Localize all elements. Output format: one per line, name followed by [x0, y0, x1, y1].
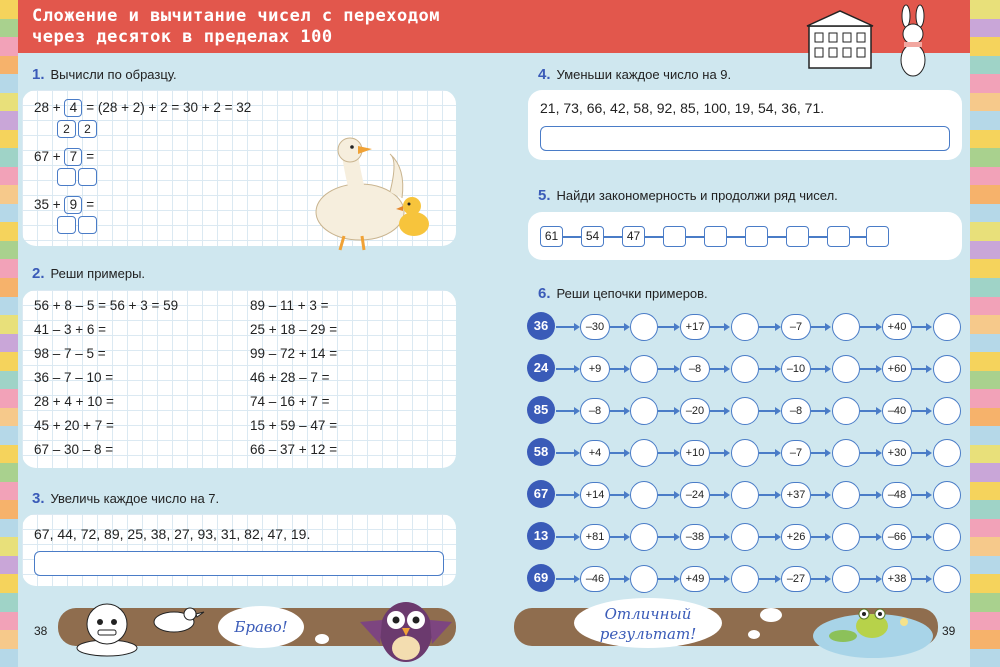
task1-instruction	[32, 66, 177, 83]
chain-start-number: 36	[527, 312, 555, 340]
bubble-dot	[760, 608, 782, 622]
stripe-segment	[970, 389, 1000, 408]
chain-operation: +40	[882, 314, 912, 340]
stripe-segment	[970, 463, 1000, 482]
example-term-a: 28 +	[34, 100, 61, 115]
chain-result-circle[interactable]	[731, 481, 759, 509]
chain-start-number: 58	[527, 438, 555, 466]
example-split-box-1: 2	[57, 120, 76, 138]
stripe-segment	[970, 148, 1000, 167]
chain-arrow	[710, 452, 728, 454]
chain-result-circle[interactable]	[731, 397, 759, 425]
bubble-dot	[748, 630, 760, 639]
chain-start-number: 24	[527, 354, 555, 382]
bubble-dot	[315, 634, 329, 644]
chain-result-circle[interactable]	[832, 313, 860, 341]
chain-operation: –8	[580, 398, 610, 424]
problem1-equals: =	[86, 149, 95, 164]
chain-start-number: 85	[527, 396, 555, 424]
chain-arrow	[610, 368, 628, 370]
sequence-box-2: 54	[581, 226, 604, 247]
chain-arrow	[710, 326, 728, 328]
task2-left-item: 56 + 8 – 5 = 56 + 3 = 59	[34, 298, 179, 313]
stripe-segment	[970, 537, 1000, 556]
stripe-segment	[970, 649, 1000, 667]
header-title-line2: через десяток в пределах 100	[32, 27, 333, 47]
great-result-line1: Отличный	[604, 605, 692, 623]
task6-number: 6.	[538, 285, 551, 302]
chain-result-circle[interactable]	[933, 355, 961, 383]
task2-left-item: 67 – 30 – 8 =	[34, 442, 114, 457]
chain-arrow	[759, 368, 779, 370]
task1-example	[34, 99, 251, 117]
chain-operation: –40	[882, 398, 912, 424]
task3-number: 3.	[32, 490, 45, 507]
task6-instruction	[538, 285, 708, 302]
chain-arrow	[658, 578, 678, 580]
chain-result-circle[interactable]	[933, 313, 961, 341]
task2-left-item: 98 – 7 – 5 =	[34, 346, 106, 361]
stripe-segment	[970, 519, 1000, 538]
chain-result-circle[interactable]	[832, 523, 860, 551]
chain-result-circle[interactable]	[630, 439, 658, 467]
chain-operation: –7	[781, 314, 811, 340]
stripe-segment	[970, 111, 1000, 130]
chain-result-circle[interactable]	[630, 523, 658, 551]
chain-operation: +49	[680, 566, 710, 592]
chain-result-circle[interactable]	[933, 397, 961, 425]
task2-right-item: 89 – 11 + 3 =	[250, 298, 329, 313]
stripe-segment	[970, 334, 1000, 353]
stripe-segment	[970, 482, 1000, 501]
chain-arrow	[658, 410, 678, 412]
chain-operation: –20	[680, 398, 710, 424]
chain-result-circle[interactable]	[630, 481, 658, 509]
chain-operation: +14	[580, 482, 610, 508]
stripe-segment	[970, 500, 1000, 519]
task2-text: Реши примеры.	[50, 266, 146, 281]
task2-left-item: 36 – 7 – 10 =	[34, 370, 114, 385]
chain-arrow	[811, 410, 829, 412]
sequence-box-8[interactable]	[827, 226, 850, 247]
task2-right-item: 99 – 72 + 14 =	[250, 346, 338, 361]
chain-arrow	[710, 410, 728, 412]
chain-arrow	[556, 578, 578, 580]
bunny-illustration	[892, 4, 934, 80]
task2-right-item: 25 + 18 – 29 =	[250, 322, 338, 337]
chain-arrow	[811, 536, 829, 538]
sequence-box-7[interactable]	[786, 226, 809, 247]
stripe-segment	[970, 19, 1000, 38]
stripe-segment	[970, 408, 1000, 427]
stripe-segment	[970, 130, 1000, 149]
task2-left-item: 28 + 4 + 10 =	[34, 394, 114, 409]
chain-operation: +38	[882, 566, 912, 592]
chain-start-number: 69	[527, 564, 555, 592]
chain-arrow	[912, 326, 930, 328]
problem1-term-a: 67 +	[34, 149, 61, 164]
stripe-segment	[970, 593, 1000, 612]
chain-arrow	[811, 494, 829, 496]
chain-arrow	[710, 536, 728, 538]
stripe-segment	[970, 574, 1000, 593]
chain-operation: +30	[882, 440, 912, 466]
sequence-box-9[interactable]	[866, 226, 889, 247]
page-number-right: 39	[942, 624, 956, 638]
chain-arrow	[912, 494, 930, 496]
problem2-split-box-2[interactable]	[78, 216, 97, 234]
sequence-box-1: 61	[540, 226, 563, 247]
chain-result-circle[interactable]	[933, 523, 961, 551]
chain-arrow	[610, 536, 628, 538]
chain-arrow	[759, 410, 779, 412]
chain-arrow	[658, 368, 678, 370]
stripe-segment	[970, 371, 1000, 390]
chain-result-circle[interactable]	[933, 439, 961, 467]
chain-arrow	[860, 368, 880, 370]
chain-operation: –48	[882, 482, 912, 508]
task2-right-item: 15 + 59 – 47 =	[250, 418, 338, 433]
task5-number: 5.	[538, 187, 551, 204]
stripe-segment	[970, 612, 1000, 631]
header-title-line1: Сложение и вычитание чисел с переходом	[32, 6, 440, 26]
chain-arrow	[860, 410, 880, 412]
chain-operation: –8	[781, 398, 811, 424]
chain-operation: –38	[680, 524, 710, 550]
chain-arrow	[710, 578, 728, 580]
task5-text: Найди закономерность и продолжи ряд чисел.	[556, 188, 838, 203]
chain-arrow	[556, 326, 578, 328]
problem1-term-b-box: 7	[64, 148, 82, 166]
chain-result-circle[interactable]	[832, 397, 860, 425]
task4-numbers: 21, 73, 66, 42, 58, 92, 85, 100, 19, 54, 36, 71.	[540, 100, 825, 116]
stripe-segment	[970, 167, 1000, 186]
stripe-segment	[970, 222, 1000, 241]
chain-arrow	[610, 452, 628, 454]
task6-text: Реши цепочки примеров.	[556, 286, 708, 301]
chain-arrow	[658, 326, 678, 328]
chain-start-number: 13	[527, 522, 555, 550]
chain-operation: +4	[580, 440, 610, 466]
goose-chick-illustration	[302, 132, 442, 254]
chain-arrow	[556, 410, 578, 412]
chain-result-circle[interactable]	[731, 313, 759, 341]
example-term-b-box: 4	[64, 99, 82, 117]
chain-arrow	[556, 536, 578, 538]
task4-answer-field[interactable]	[540, 126, 950, 151]
stripe-segment	[970, 278, 1000, 297]
stripe-segment	[970, 630, 1000, 649]
task5-instruction	[538, 187, 838, 204]
stripe-segment	[970, 241, 1000, 260]
chain-result-circle[interactable]	[731, 355, 759, 383]
stripe-segment	[970, 297, 1000, 316]
chain-result-circle[interactable]	[731, 565, 759, 593]
chain-arrow	[759, 536, 779, 538]
chain-arrow	[658, 494, 678, 496]
chain-start-number: 67	[527, 480, 555, 508]
chain-result-circle[interactable]	[630, 313, 658, 341]
stripe-segment	[970, 315, 1000, 334]
chain-arrow	[912, 452, 930, 454]
chain-operation: +26	[781, 524, 811, 550]
problem2-equals: =	[86, 197, 95, 212]
page-number-left: 38	[34, 624, 48, 638]
great-result-line2: результат!	[599, 625, 697, 643]
task2-number: 2.	[32, 265, 45, 282]
problem1-split-box-1[interactable]	[57, 168, 76, 186]
chain-arrow	[759, 452, 779, 454]
task3-text: Увеличь каждое число на 7.	[50, 491, 220, 506]
problem1-split-box-2[interactable]	[78, 168, 97, 186]
stripe-segment	[970, 352, 1000, 371]
chain-arrow	[912, 410, 930, 412]
chain-operation: +10	[680, 440, 710, 466]
chain-operation: +9	[580, 356, 610, 382]
problem2-split-box-1[interactable]	[57, 216, 76, 234]
chain-arrow	[912, 368, 930, 370]
pond-frog-illustration	[808, 592, 938, 664]
chain-result-circle[interactable]	[832, 355, 860, 383]
chain-result-circle[interactable]	[832, 565, 860, 593]
chain-arrow	[860, 536, 880, 538]
chain-arrow	[759, 326, 779, 328]
chain-result-circle[interactable]	[630, 565, 658, 593]
chain-operation: –30	[580, 314, 610, 340]
chain-arrow	[610, 326, 628, 328]
task4-number: 4.	[538, 66, 551, 83]
chain-operation: –10	[781, 356, 811, 382]
chain-operation: –7	[781, 440, 811, 466]
stripe-segment	[970, 93, 1000, 112]
chain-arrow	[556, 494, 578, 496]
stripe-segment	[970, 204, 1000, 223]
house-illustration	[805, 8, 875, 70]
task3-numbers: 67, 44, 72, 89, 25, 38, 27, 93, 31, 82, 47, 19.	[34, 526, 311, 542]
task2-right-item: 66 – 37 + 12 =	[250, 442, 338, 457]
problem2-term-a: 35 +	[34, 197, 61, 212]
task4-text: Уменьши каждое число на 9.	[556, 67, 732, 82]
chain-arrow	[811, 368, 829, 370]
problem2-term-b-box: 9	[64, 196, 82, 214]
task1-text: Вычисли по образцу.	[50, 67, 177, 82]
chain-result-circle[interactable]	[731, 439, 759, 467]
chain-operation: –66	[882, 524, 912, 550]
chain-arrow	[759, 494, 779, 496]
chain-arrow	[811, 326, 829, 328]
chain-arrow	[610, 410, 628, 412]
task1-number: 1.	[32, 66, 45, 83]
task2-left-item: 41 – 3 + 6 =	[34, 322, 107, 337]
chain-arrow	[860, 326, 880, 328]
stripe-segment	[970, 426, 1000, 445]
bird-illustration	[140, 600, 212, 636]
chain-arrow	[710, 494, 728, 496]
task4-instruction	[538, 66, 731, 83]
chain-arrow	[912, 578, 930, 580]
task2-instruction	[32, 265, 145, 282]
task2-right-item: 46 + 28 – 7 =	[250, 370, 330, 385]
chain-arrow	[556, 368, 578, 370]
stripe-segment	[970, 556, 1000, 575]
chain-operation: –24	[680, 482, 710, 508]
sequence-box-4[interactable]	[663, 226, 686, 247]
stripe-segment	[970, 445, 1000, 464]
chain-operation: –27	[781, 566, 811, 592]
chain-result-circle[interactable]	[630, 397, 658, 425]
chain-arrow	[610, 494, 628, 496]
robot-illustration	[74, 596, 140, 662]
chain-operation: –8	[680, 356, 710, 382]
task3-instruction	[32, 490, 219, 507]
chain-arrow	[811, 578, 829, 580]
chain-result-circle[interactable]	[731, 523, 759, 551]
stripe-segment	[970, 74, 1000, 93]
chain-arrow	[912, 536, 930, 538]
chain-operation: +81	[580, 524, 610, 550]
chain-operation: +17	[680, 314, 710, 340]
chain-arrow	[860, 452, 880, 454]
chain-arrow	[860, 494, 880, 496]
sequence-box-3: 47	[622, 226, 645, 247]
decorative-stripe-right	[970, 0, 1000, 667]
task2-right-item: 74 – 16 + 7 =	[250, 394, 330, 409]
chain-operation: –46	[580, 566, 610, 592]
chain-arrow	[860, 578, 880, 580]
chain-arrow	[658, 452, 678, 454]
chain-arrow	[811, 452, 829, 454]
great-result-bubble	[574, 598, 722, 648]
chain-result-circle[interactable]	[933, 481, 961, 509]
chain-result-circle[interactable]	[933, 565, 961, 593]
example-solution: = (28 + 2) + 2 = 30 + 2 = 32	[86, 100, 252, 115]
stripe-segment	[970, 185, 1000, 204]
task1-problem-2	[34, 196, 94, 214]
task2-left-item: 45 + 20 + 7 =	[34, 418, 114, 433]
stripe-segment	[970, 37, 1000, 56]
chain-arrow	[658, 536, 678, 538]
bravo-bubble: Браво!	[218, 606, 304, 648]
owl-illustration	[356, 582, 456, 666]
task3-answer-field[interactable]	[34, 551, 444, 576]
chain-result-circle[interactable]	[832, 481, 860, 509]
stripe-segment	[970, 0, 1000, 19]
chain-operation: +60	[882, 356, 912, 382]
chain-arrow	[710, 368, 728, 370]
chain-operation: +37	[781, 482, 811, 508]
example-split-box-2: 2	[78, 120, 97, 138]
stripe-segment	[970, 259, 1000, 278]
sequence-box-6[interactable]	[745, 226, 768, 247]
chain-result-circle[interactable]	[832, 439, 860, 467]
chain-result-circle[interactable]	[630, 355, 658, 383]
sequence-box-5[interactable]	[704, 226, 727, 247]
stripe-segment	[970, 56, 1000, 75]
chain-arrow	[610, 578, 628, 580]
chain-arrow	[556, 452, 578, 454]
chain-arrow	[759, 578, 779, 580]
task1-problem-1	[34, 148, 94, 166]
